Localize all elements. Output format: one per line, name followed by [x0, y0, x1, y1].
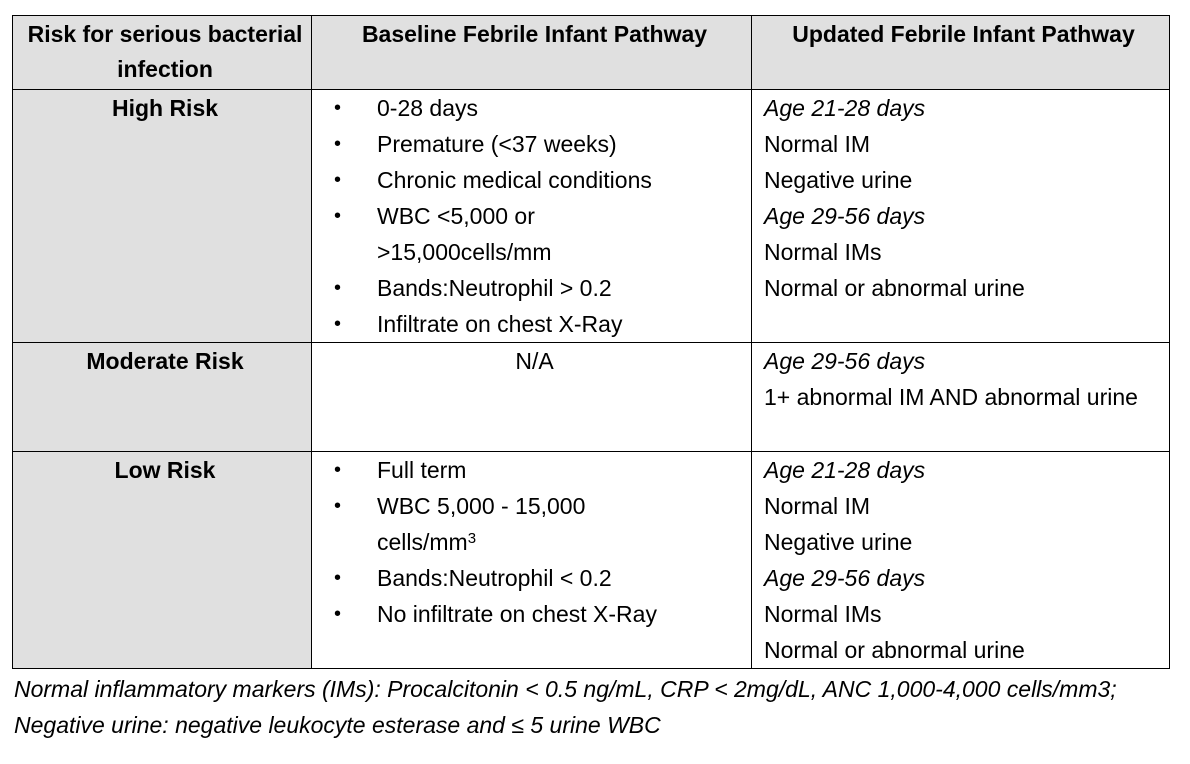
- list-item: • Chronic medical conditions: [324, 162, 745, 198]
- footnote: Normal inflammatory markers (IMs): Procalcitonin < 0.5 ng/mL, CRP < 2mg/dL, ANC 1,000-4,000 cells/mm3; Negative urine: negative leukocyte esterase and ≤ 5 urine WBC: [14, 676, 1117, 738]
- baseline-low: [312, 452, 752, 669]
- age-range-label: Age 21-28 days: [764, 457, 926, 483]
- baseline-high-list: [324, 90, 745, 342]
- bullet-icon: •: [334, 133, 342, 155]
- list-item: • Full term: [324, 452, 745, 488]
- superscript: 3: [467, 530, 477, 547]
- criterion-text: Normal IMs: [764, 601, 882, 627]
- table-row-high-risk: [13, 90, 1170, 343]
- risk-table: [12, 15, 1170, 669]
- document: [12, 15, 1169, 743]
- bullet-icon: •: [334, 313, 342, 335]
- criterion-text: Normal IM: [764, 131, 871, 157]
- bullet-icon: •: [334, 97, 342, 119]
- list-item: • Bands:Neutrophil < 0.2: [324, 560, 745, 596]
- updated-moderate: [752, 343, 1170, 452]
- age-range-label: Age 29-56 days: [764, 203, 926, 229]
- criterion-text: 1+ abnormal IM AND abnormal urine: [764, 384, 1138, 410]
- bullet-icon: •: [334, 495, 342, 517]
- risk-level-high: High Risk: [13, 90, 312, 343]
- baseline-high: [312, 90, 752, 343]
- list-item: • No infiltrate on chest X-Ray: [324, 596, 745, 632]
- header-row: [13, 16, 1170, 90]
- header-baseline: Baseline Febrile Infant Pathway: [312, 16, 752, 90]
- list-item: • WBC <5,000 or >15,000cells/mm: [324, 198, 745, 270]
- header-updated: Updated Febrile Infant Pathway: [752, 16, 1170, 90]
- criterion-text: Negative urine: [764, 529, 913, 555]
- criterion-text: Normal IMs: [764, 239, 882, 265]
- bullet-icon: •: [334, 603, 342, 625]
- age-range-label: Age 21-28 days: [764, 95, 926, 121]
- bullet-icon: •: [334, 277, 342, 299]
- criterion-text: Normal or abnormal urine: [764, 637, 1025, 663]
- table-row-low-risk: [13, 452, 1170, 669]
- baseline-moderate: N/A: [312, 343, 752, 452]
- bullet-icon: •: [334, 169, 342, 191]
- criterion-text: Normal IM: [764, 493, 871, 519]
- bullet-icon: •: [334, 205, 342, 227]
- risk-level-moderate: Moderate Risk: [13, 343, 312, 452]
- criterion-text: Negative urine: [764, 167, 913, 193]
- list-item: • Infiltrate on chest X-Ray: [324, 306, 745, 342]
- list-item: • WBC 5,000 - 15,000 cells/$mm^3$: [324, 488, 745, 560]
- bullet-icon: •: [334, 567, 342, 589]
- age-range-label: Age 29-56 days: [764, 565, 926, 591]
- table-row-moderate-risk: [13, 343, 1170, 452]
- updated-high: [752, 90, 1170, 343]
- list-item: • Bands:Neutrophil > 0.2: [324, 270, 745, 306]
- list-item: • Premature (<37 weeks): [324, 126, 745, 162]
- baseline-low-list: [324, 452, 745, 632]
- bullet-icon: •: [334, 459, 342, 481]
- risk-level-low: Low Risk: [13, 452, 312, 669]
- criterion-text: Normal or abnormal urine: [764, 275, 1025, 301]
- list-item: • 0-28 days: [324, 90, 745, 126]
- header-risk: Risk for serious bacterial infection: [13, 16, 312, 90]
- age-range-label: Age 29-56 days: [764, 348, 926, 374]
- updated-low: [752, 452, 1170, 669]
